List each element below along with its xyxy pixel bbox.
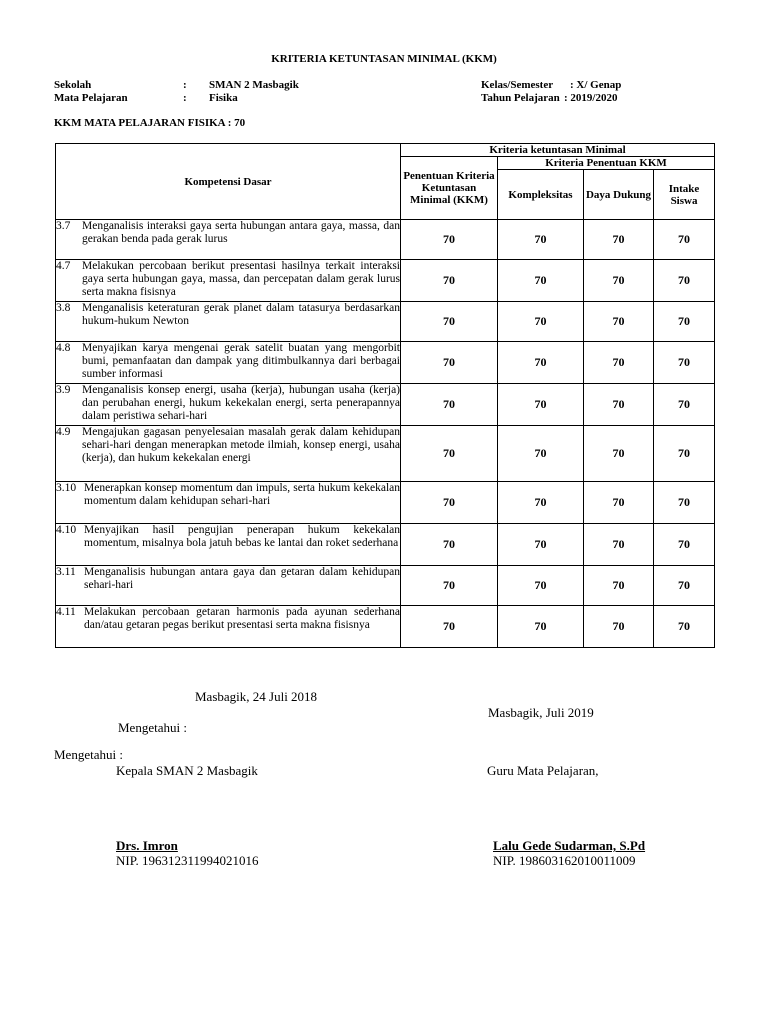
table-row [56,342,715,384]
kompleksitas-value: 70 [498,384,584,426]
daya-dukung-value: 70 [584,426,654,482]
kd-number: 4.11 [56,606,76,618]
right-date: Masbagik, Juli 2019 [488,705,594,720]
sekolah-colon: : [183,79,187,91]
kd-number: 3.7 [56,220,71,232]
kompleksitas-value: 70 [498,482,584,524]
kelas-label: Kelas/Semester [481,79,554,91]
kkm-value: 70 [401,566,498,606]
kd-cell [56,482,401,524]
tahun-value: : 2019/2020 [564,92,618,104]
daya-dukung-value: 70 [584,384,654,426]
daya-dukung-value: 70 [584,524,654,566]
kd-text: Menganalisis keteraturan gerak planet dalam tatasurya berdasarkan hukum-hukum Newton [82,302,400,327]
kompleksitas-value: 70 [498,606,584,648]
daya-dukung-value: 70 [584,606,654,648]
mapel-value: Fisika [209,92,238,104]
kkm-value: 70 [401,302,498,342]
intake-value: 70 [654,220,715,260]
table-row [56,302,715,342]
document-title: KRITERIA KETUNTASAN MINIMAL (KKM) [271,53,497,65]
kd-cell [56,260,401,302]
mapel-label: Mata Pelajaran [54,92,128,104]
kkm-table [55,143,715,648]
kd-number: 4.7 [56,260,71,272]
kd-cell [56,426,401,482]
kd-text: Menganalisis hubungan antara gaya dan getaran dalam kehidupan sehari-hari [84,566,400,591]
kd-text: Menyajikan hasil pengujian penerapan hukum kekekalan momentum, misalnya bola jatuh bebas ke lantai dan roket sederhana [84,524,400,549]
daya-dukung-value: 70 [584,342,654,384]
table-row [56,524,715,566]
kd-number: 3.11 [56,566,76,578]
kd-cell [56,302,401,342]
header-kompetensi-dasar: Kompetensi Dasar [56,144,401,220]
kkm-value: 70 [401,426,498,482]
daya-dukung-value: 70 [584,220,654,260]
intake-value: 70 [654,384,715,426]
daya-dukung-value: 70 [584,260,654,302]
table-row [56,384,715,426]
kkm-value: 70 [401,220,498,260]
intake-value: 70 [654,524,715,566]
kompleksitas-value: 70 [498,302,584,342]
kd-cell [56,342,401,384]
table-row [56,606,715,648]
left-role: Kepala SMAN 2 Masbagik [116,763,258,778]
kd-cell [56,566,401,606]
kompleksitas-value: 70 [498,220,584,260]
kd-cell [56,384,401,426]
table-row [56,566,715,606]
kompleksitas-value: 70 [498,566,584,606]
left-signatory-name: Drs. Imron [116,838,178,853]
kompleksitas-value: 70 [498,426,584,482]
kkm-value: 70 [401,342,498,384]
kd-text: Mengajukan gagasan penyelesaian masalah gerak dalam kehidupan sehari-hari dengan menerapkan metode ilmiah, konsep energi, usaha (kerja), dan hukum kekekalan energi [82,426,400,464]
kompleksitas-value: 70 [498,524,584,566]
kd-text: Menganalisis interaksi gaya serta hubungan antara gaya, massa, dan gerakan benda pada gerak lurus [82,220,400,245]
kd-text: Menyajikan karya mengenai gerak satelit buatan yang mengorbit bumi, pemanfaatan dan dampak yang ditimbulkannya dari berbagai sumber informasi [82,342,400,380]
daya-dukung-value: 70 [584,302,654,342]
intake-value: 70 [654,302,715,342]
kd-text: Melakukan percobaan getaran harmonis pada ayunan sederhana dan/atau getaran pegas berikut presentasi serta makna fisisnya [84,606,400,631]
kd-number: 4.8 [56,342,71,354]
intake-value: 70 [654,342,715,384]
kd-text: Menganalisis konsep energi, usaha (kerja), hubungan usaha (kerja) dan perubahan energi, hukum kekekalan energi, serta penerapannya dalam peristiwa sehari-hari [82,384,400,422]
kd-cell [56,606,401,648]
kd-number: 3.10 [56,482,77,494]
intake-value: 70 [654,606,715,648]
header-kriteria-penentuan: Kriteria Penentuan KKM [498,157,715,170]
table-row [56,220,715,260]
kd-cell [56,220,401,260]
mengetahui-label-2: Mengetahui : [54,747,123,762]
kkm-value: 70 [401,384,498,426]
kkm-subject-line: KKM MATA PELAJARAN FISIKA : 70 [54,117,246,129]
table-row [56,482,715,524]
tahun-label: Tahun Pelajaran [481,92,560,104]
header-penentuan-kkm: Penentuan Kriteria Ketuntasan Minimal (KKM) [401,157,498,220]
intake-value: 70 [654,482,715,524]
sekolah-value: SMAN 2 Masbagik [209,79,299,91]
kkm-value: 70 [401,482,498,524]
table-row [56,260,715,302]
kd-cell [56,524,401,566]
kd-text: Menerapkan konsep momentum dan impuls, serta hukum kekekalan momentum dalam kehidupan sehari-hari [84,482,400,507]
left-date: Masbagik, 24 Juli 2018 [195,689,318,704]
sekolah-label: Sekolah [54,79,92,91]
header-kompleksitas: Kompleksitas [498,170,584,220]
kd-number: 4.9 [56,426,71,438]
mengetahui-label: Mengetahui : [118,720,187,735]
kompleksitas-value: 70 [498,260,584,302]
kd-number: 4.10 [56,524,77,536]
intake-value: 70 [654,426,715,482]
kompleksitas-value: 70 [498,342,584,384]
kd-text: Melakukan percobaan berikut presentasi hasilnya terkait interaksi gaya serta hubungan gaya, massa, dan percepatan dalam gerak lurus serta makna fisisnya [82,260,400,298]
intake-value: 70 [654,566,715,606]
daya-dukung-value: 70 [584,566,654,606]
right-nip: NIP. 198603162010011009 [493,853,636,868]
table-row [56,426,715,482]
left-nip: NIP. 196312311994021016 [116,853,259,868]
right-role: Guru Mata Pelajaran, [487,763,599,778]
right-signatory-name: Lalu Gede Sudarman, S.Pd [493,838,646,853]
mapel-colon: : [183,92,187,104]
header-kkm-group: Kriteria ketuntasan Minimal [401,144,715,157]
header-daya-dukung: Daya Dukung [584,170,654,220]
kd-number: 3.9 [56,384,71,396]
kkm-value: 70 [401,524,498,566]
kd-number: 3.8 [56,302,71,314]
kkm-value: 70 [401,606,498,648]
kelas-value: : X/ Genap [570,79,622,91]
kkm-value: 70 [401,260,498,302]
header-intake-siswa: Intake Siswa [654,170,715,220]
intake-value: 70 [654,260,715,302]
daya-dukung-value: 70 [584,482,654,524]
